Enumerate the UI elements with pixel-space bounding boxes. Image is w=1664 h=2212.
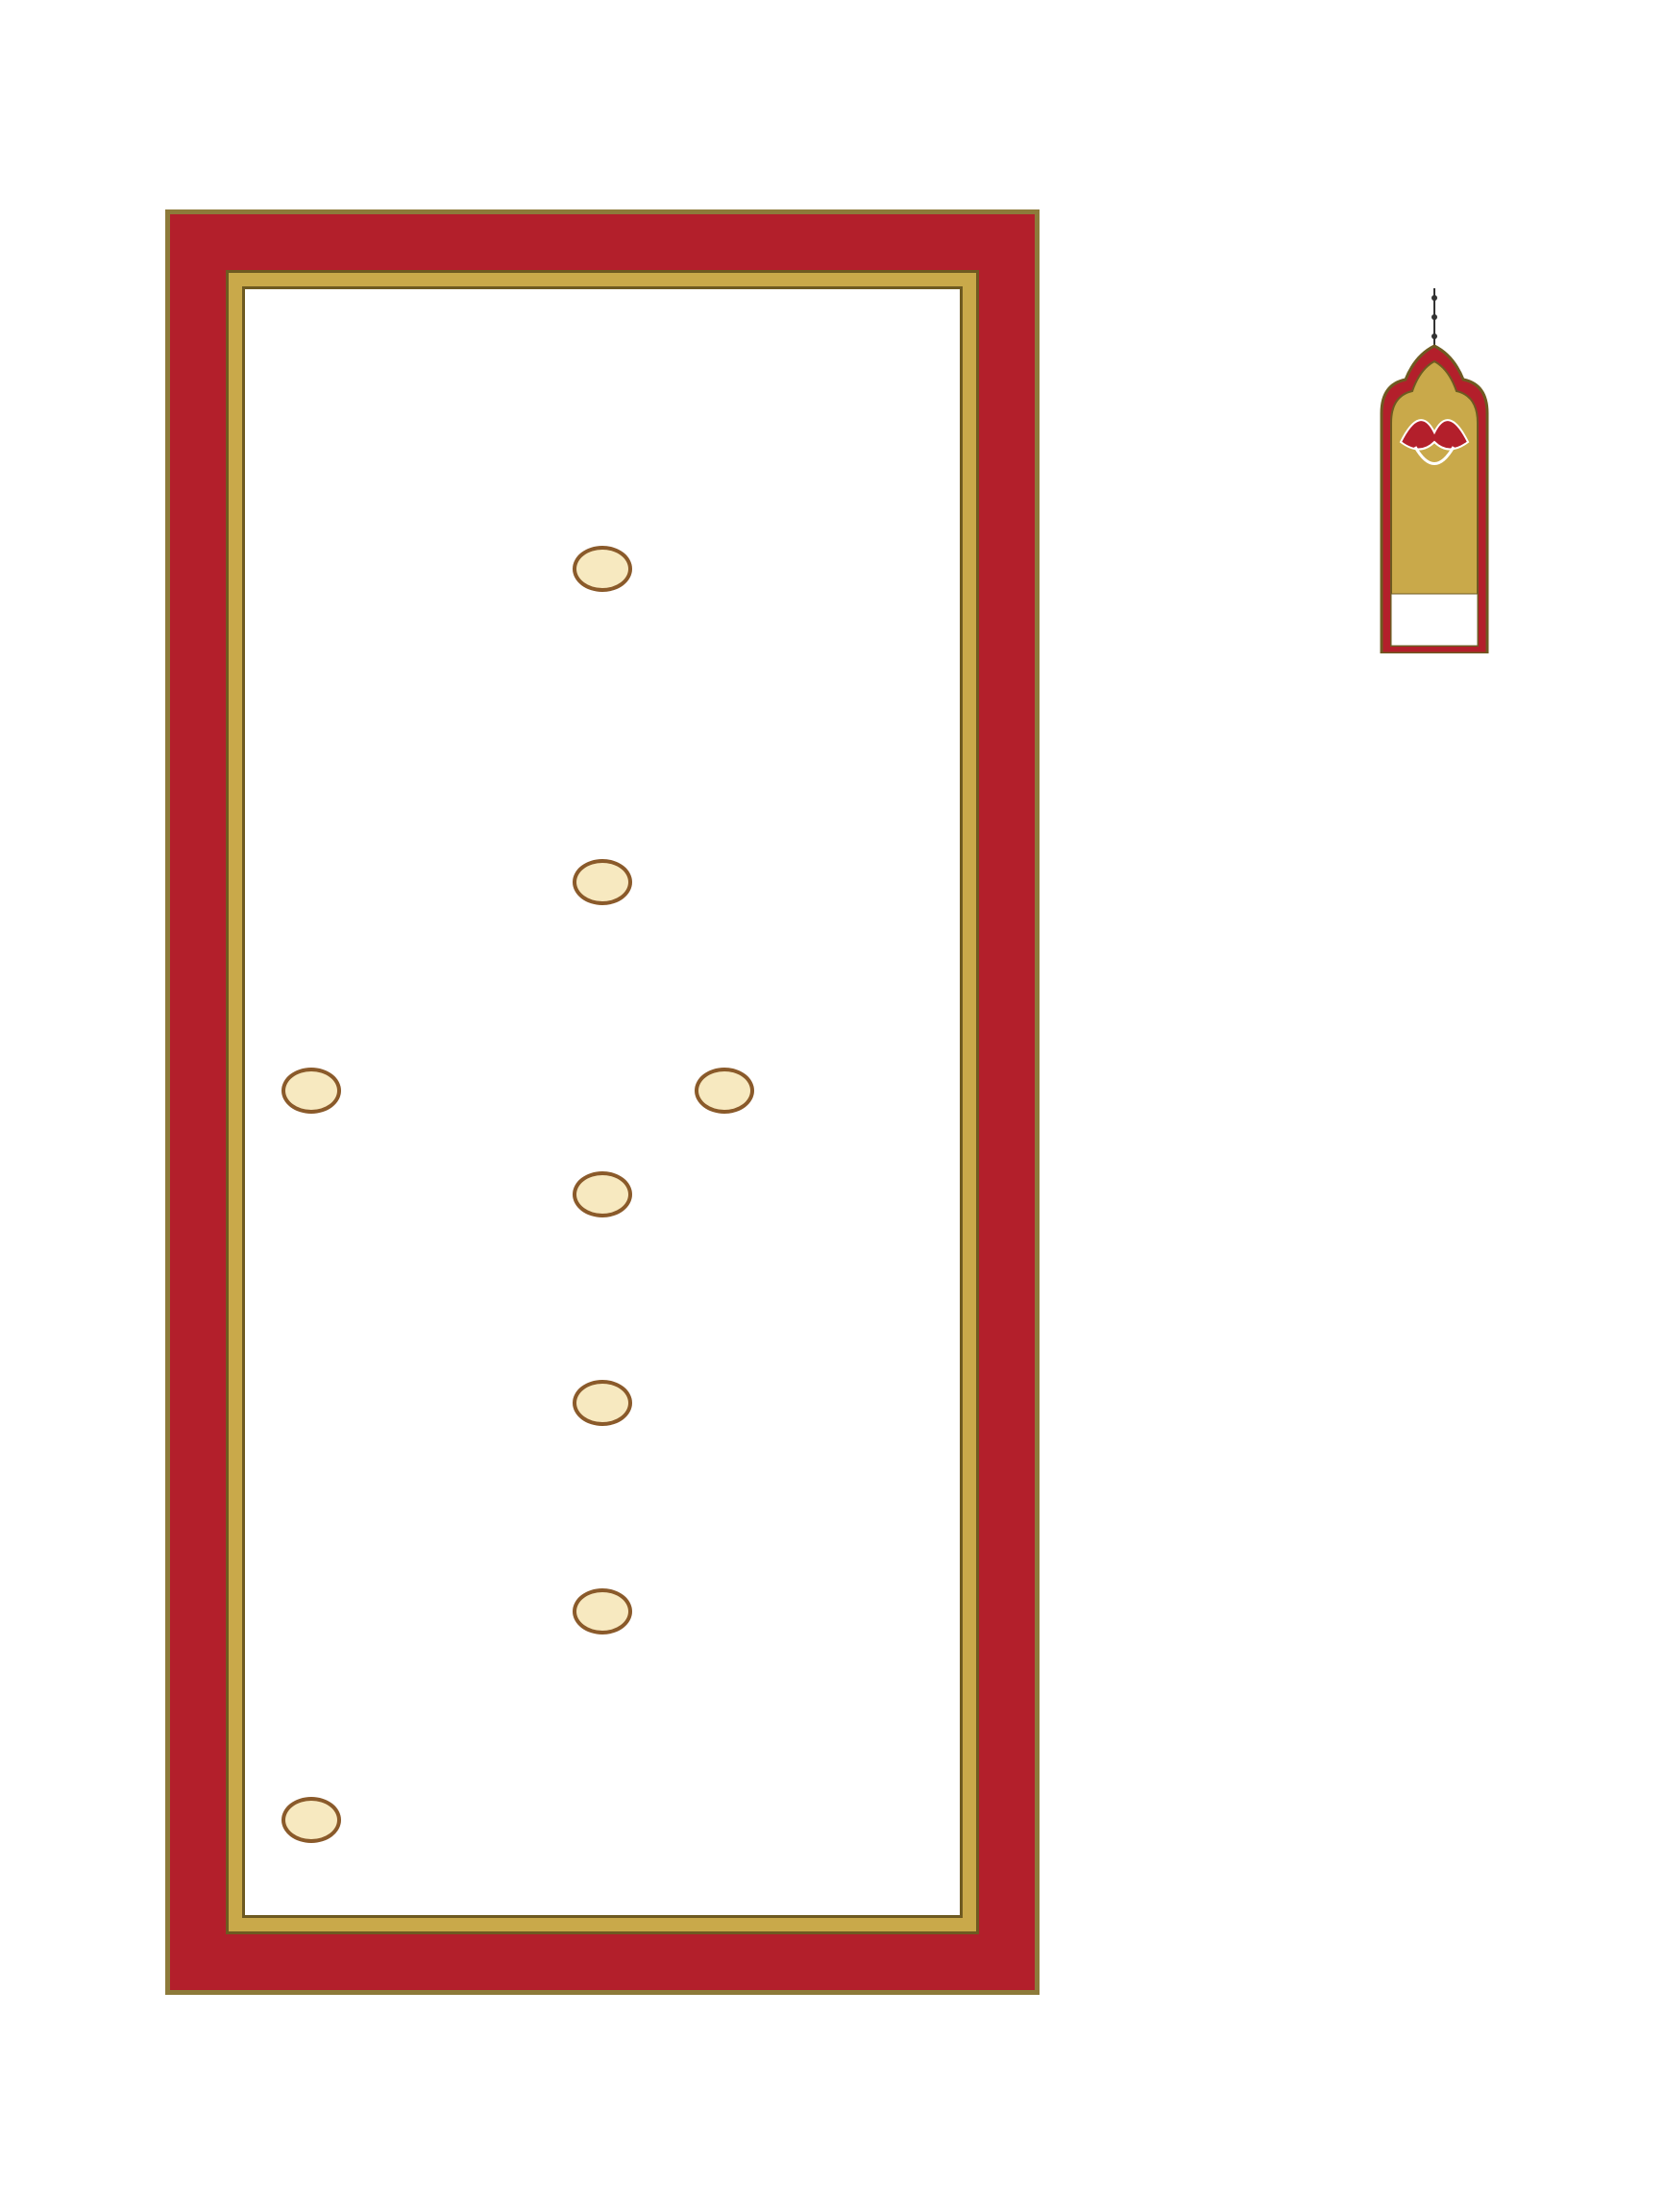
page-frame xyxy=(165,209,1040,1995)
frame-gold-band xyxy=(226,270,979,1934)
verse-line xyxy=(274,622,931,726)
verse-line xyxy=(274,830,931,935)
verse-line xyxy=(274,517,931,622)
ayah-number-marker xyxy=(695,1068,754,1114)
verse-line xyxy=(274,1768,931,1873)
ayah-number-marker xyxy=(281,1797,341,1843)
verse-line xyxy=(274,725,931,830)
verse-line xyxy=(274,934,931,1039)
right-sprig-ornaments xyxy=(1066,221,1124,1989)
verse-line xyxy=(274,413,931,518)
ayah-number-marker xyxy=(573,1171,632,1217)
text-panel xyxy=(242,286,963,1918)
ayah-number-marker xyxy=(573,859,632,905)
verse-line xyxy=(274,308,931,413)
verse-lines xyxy=(274,308,931,1896)
verse-line xyxy=(274,1456,931,1561)
ayah-number-marker xyxy=(573,1588,632,1634)
verse-line xyxy=(274,1247,931,1352)
verse-line xyxy=(274,1664,931,1769)
ayah-number-marker xyxy=(573,1380,632,1426)
top-sprig-ornaments xyxy=(144,144,1105,211)
verse-line xyxy=(274,1039,931,1143)
verse-line xyxy=(274,1560,931,1664)
bottom-sprig-ornaments xyxy=(144,1987,1105,2054)
verse-line xyxy=(274,1351,931,1456)
hizb-marker-ornament xyxy=(1372,288,1497,653)
verse-line xyxy=(274,1143,931,1247)
ayah-number-marker xyxy=(281,1068,341,1114)
ayah-number-marker xyxy=(573,546,632,592)
